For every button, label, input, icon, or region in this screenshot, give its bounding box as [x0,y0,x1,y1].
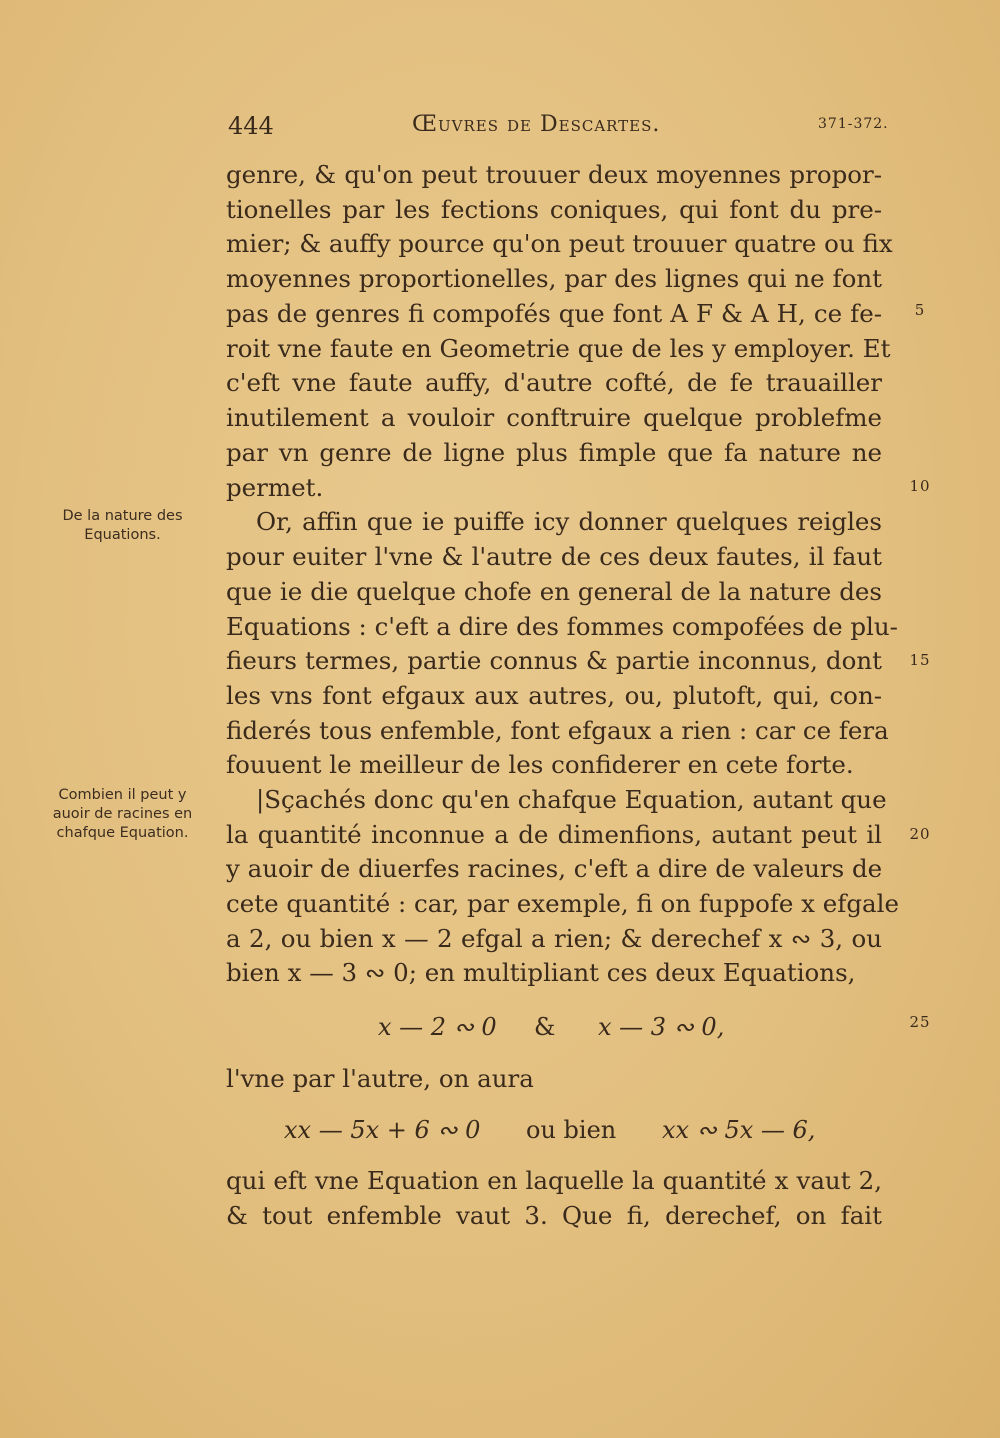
side-note-nature-equations: De la nature des Equations. [62,508,183,543]
equation-line-1 [226,1010,882,1044]
page-reference: 371-372. [818,116,889,132]
body-line: bien x — 3 ∾ 0; en multipliant ces deux Equations, [226,958,856,987]
body-line: cete quantité : car, par exemple, fi on fuppofe x efgale [226,889,899,918]
body-line: tionelles par les fections coniques, qui font du pre- [226,195,882,224]
line-number: 20 [909,825,931,843]
body-line: & tout enfemble vaut 3. Que fi, derechef, on fait [226,1201,882,1230]
body-line: genre, & qu'on peut trouuer deux moyennes propor- [226,160,882,189]
side-note-number-of-roots: Combien il peut y auoir de racines en chafque Equation. [52,787,193,841]
body-line: c'eft vne faute auffy, d'autre cofté, de fe trauailler [226,368,882,397]
body-line: Or, affin que ie puiffe icy donner quelques reigles [256,507,882,536]
body-line: l'vne par l'autre, on aura [226,1064,534,1093]
equation-right: xx ∾ 5x — 6, [662,1116,816,1144]
line-number: 25 [909,1013,931,1031]
body-line: permet. [226,473,324,502]
body-line: que ie die quelque chofe en general de la nature des [226,577,882,606]
equation-connector: ou bien [526,1116,617,1144]
body-line: inutilement a vouloir conftruire quelque problefme [226,403,882,432]
body-line: mier; & auffy pource qu'on peut trouuer quatre ou fix [226,229,893,258]
equation-connector: & [534,1013,556,1041]
body-line: y auoir de diuerfes racines, c'eft a dire de valeurs de [226,854,883,883]
body-line: les vns font efgaux aux autres, ou, plutoft, qui, con- [226,681,882,710]
body-line: la quantité inconnue a de dimenfions, autant peut il [226,820,882,849]
equation-line-2 [226,1113,882,1147]
body-line: fouuent le meilleur de les confiderer en cete forte. [226,750,854,779]
body-line: par vn genre de ligne plus fimple que fa nature ne [226,438,882,467]
body-line: qui eft vne Equation en laquelle la quantité x vaut 2, [226,1166,882,1195]
line-number: 15 [909,651,931,669]
equation-left: xx — 5x + 6 ∾ 0 [284,1116,481,1144]
body-line: pour euiter l'vne & l'autre de ces deux fautes, il faut [226,542,882,571]
body-line: a 2, ou bien x — 2 efgal a rien; & derechef x ∾ 3, ou [226,924,882,953]
body-line: |Sçachés donc qu'en chafque Equation, autant que [256,785,887,814]
body-line: roit vne faute en Geometrie que de les y employer. Et [226,334,891,363]
running-title: Œuvres de Descartes. [412,112,661,137]
body-line: Equations : c'eft a dire des fommes compofées de plu- [226,612,898,641]
line-number: 10 [909,477,931,495]
page-number: 444 [228,112,274,140]
body-line: fieurs termes, partie connus & partie inconnus, dont [226,646,882,675]
body-line: moyennes proportionelles, par des lignes qui ne font [226,264,882,293]
running-header [0,112,1000,144]
equation-left: x — 2 ∾ 0 [378,1013,497,1041]
line-number: 5 [914,301,926,319]
equation-right: x — 3 ∾ 0, [598,1013,725,1041]
body-line: fiderés tous enfemble, font efgaux a rien : car ce fera [226,716,889,745]
body-line: pas de genres fi compofés que font A F & A H, ce fe- [226,299,882,328]
